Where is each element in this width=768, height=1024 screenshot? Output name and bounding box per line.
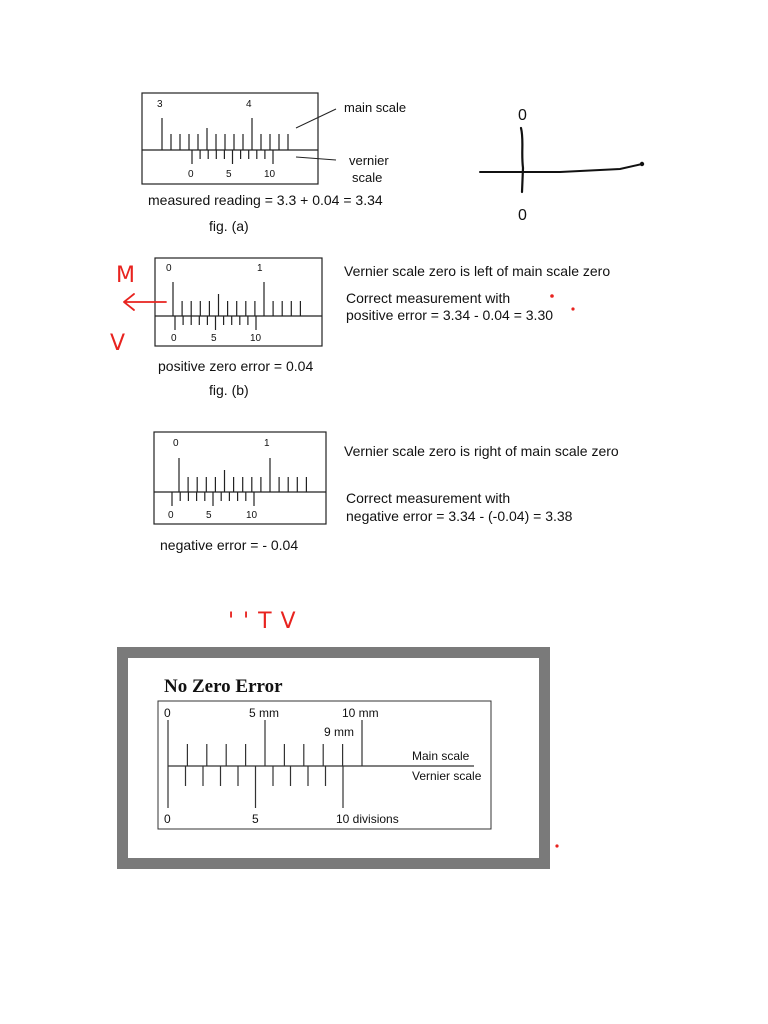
annotation-v: V (110, 331, 126, 356)
fig-c-vernier-ticks (172, 492, 254, 506)
fig-c-correct-line-2: negative error = 3.34 - (-0.04) = 3.38 (346, 508, 573, 524)
fig-b-caption: fig. (b) (209, 382, 249, 398)
sketch-top-zero: 0 (518, 107, 527, 124)
hand-sketch (480, 107, 644, 224)
no-zero-label-10mm: 10 mm (342, 706, 379, 720)
fig-a-vernier-label-1: vernier (349, 153, 389, 168)
fig-a-main-ticks (162, 118, 288, 150)
no-zero-label-5-bottom: 5 (252, 812, 259, 826)
fig-c (154, 432, 619, 553)
annotation-red-dot-3 (555, 844, 558, 847)
fig-a-caption: fig. (a) (209, 218, 249, 234)
sketch-horizontal-line (480, 164, 642, 172)
sketch-end-dot (640, 162, 644, 166)
no-zero-figure (117, 647, 550, 869)
sketch-bottom-zero: 0 (518, 207, 527, 224)
fig-a-vernier-ticks (192, 150, 273, 164)
no-zero-label-10div: 10 divisions (336, 812, 399, 826)
fig-b (155, 258, 610, 398)
fig-b-main-label-1: 1 (257, 263, 263, 274)
fig-c-main-label-1: 1 (264, 438, 270, 449)
fig-a-main-label-3: 3 (157, 99, 163, 110)
no-zero-label-0-top: 0 (164, 706, 171, 720)
no-zero-label-5mm: 5 mm (249, 706, 279, 720)
fig-b-vernier-label-0: 0 (171, 333, 177, 344)
fig-b-main-label-0: 0 (166, 263, 172, 274)
fig-a-vernier-label-10: 10 (264, 169, 276, 180)
fig-a-main-scale-label: main scale (344, 100, 407, 115)
fig-b-main-ticks (173, 282, 300, 316)
fig-c-main-label-0: 0 (173, 438, 179, 449)
annotation-arrow-left (124, 294, 166, 310)
sketch-vertical-line (521, 128, 523, 192)
fig-a-reading: measured reading = 3.3 + 0.04 = 3.34 (148, 192, 383, 208)
annotation-m: M (116, 263, 135, 288)
fig-c-correct-line-1: Correct measurement with (346, 490, 511, 506)
fig-b-zero-error: positive zero error = 0.04 (158, 358, 314, 374)
no-zero-label-9mm: 9 mm (324, 725, 354, 739)
fig-c-zero-error: negative error = - 0.04 (160, 537, 299, 553)
fig-a-vernier-callout-line (296, 157, 336, 160)
fig-b-side-line: Vernier scale zero is left of main scale zero (344, 263, 611, 279)
annotation-red-dot-1 (550, 294, 554, 298)
fig-b-vernier-label-10: 10 (250, 333, 262, 344)
fig-a (142, 93, 406, 234)
fig-a-vernier-label-0: 0 (188, 169, 194, 180)
annotation-red-dot-2 (571, 307, 574, 310)
fig-a-main-callout-line (296, 109, 336, 128)
no-zero-label-0-bottom: 0 (164, 812, 171, 826)
fig-b-correct-line-2: positive error = 3.34 - 0.04 = 3.30 (346, 307, 554, 323)
fig-a-vernier-label-2: scale (352, 170, 383, 185)
fig-a-vernier-label-5: 5 (226, 169, 232, 180)
fig-b-frame (155, 258, 322, 346)
no-zero-vernier-scale: Vernier scale (412, 769, 482, 783)
fig-c-frame (154, 432, 326, 524)
fig-b-correct-line-1: Correct measurement with (346, 290, 511, 306)
fig-c-main-ticks (179, 458, 306, 492)
red-note: ' ' T V (228, 609, 297, 634)
fig-c-vernier-label-5: 5 (206, 510, 212, 521)
fig-b-vernier-ticks (175, 316, 256, 330)
no-zero-title: No Zero Error (164, 676, 283, 697)
fig-c-vernier-label-0: 0 (168, 510, 174, 521)
fig-a-main-label-4: 4 (246, 99, 252, 110)
no-zero-main-scale: Main scale (412, 749, 470, 763)
fig-c-vernier-label-10: 10 (246, 510, 258, 521)
fig-b-vernier-label-5: 5 (211, 333, 217, 344)
fig-c-side-line: Vernier scale zero is right of main scale zero (344, 443, 619, 459)
